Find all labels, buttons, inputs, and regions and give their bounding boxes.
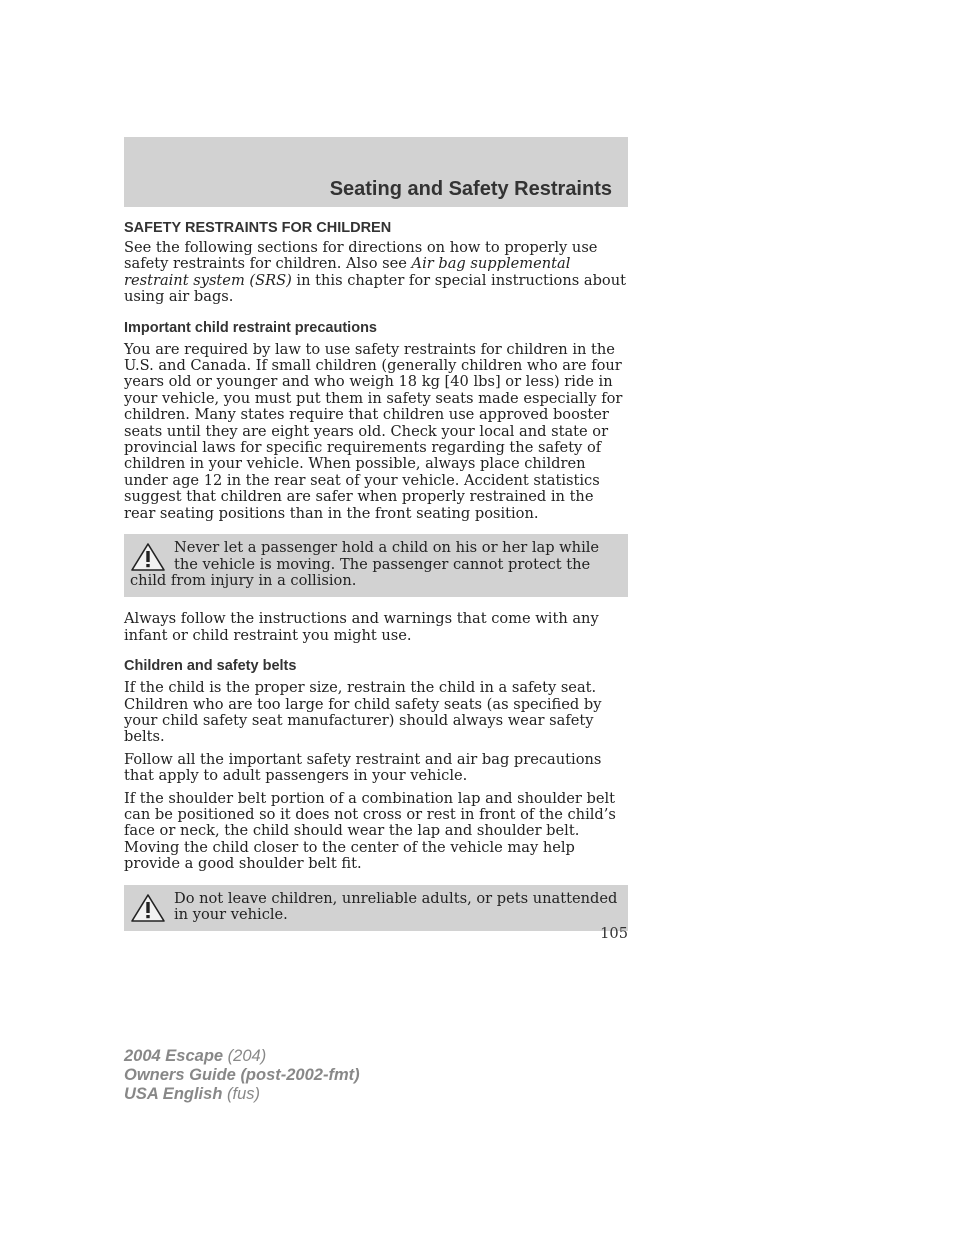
warning-text-unattended: Do not leave children, unreliable adults, or pets unattended in your vehicle.: [174, 889, 618, 923]
intro-paragraph: [124, 240, 628, 306]
belts-heading: Children and safety belts: [124, 658, 297, 675]
footer-language: USA English: [124, 1085, 223, 1103]
warning-box-lap: [124, 534, 628, 597]
footer-language-code: (fus): [222, 1085, 260, 1103]
footer-line-3: [124, 1085, 360, 1104]
footer-line-2: Owners Guide (post-2002-fmt): [124, 1066, 360, 1084]
section-heading: SAFETY RESTRAINTS FOR CHILDREN: [124, 220, 392, 236]
page-number: 105: [600, 925, 628, 942]
intro-text-2: in this chapter for special instructions about using air bags.: [124, 271, 626, 306]
belts-paragraph-2: Follow all the important safety restraint and air bag precautions that apply to adult passengers in your vehicle.: [124, 750, 602, 785]
precautions-paragraph: You are required by law to use safety restraints for children in the U.S. and Canada. If small children (generally children who are four years old or younger and who weigh 18 kg [40 lbs] or less) ride in your vehicle, you must put them in safety seats made especially for children. Many states require that children use approved booster seats until they are eight years old. Check your local and state or provincial laws for specific requirements regarding the safety of children in your vehicle. When possible, always place children under age 12 in the rear seat of your vehicle. Accident statistics suggest that children are safer when properly restrained in the rear seating positions than in the front seating position.: [124, 340, 623, 522]
footer-line-1: [124, 1047, 360, 1066]
warning-triangle-icon: [130, 542, 166, 572]
follow-paragraph: Always follow the instructions and warnings that come with any infant or child restraint you might use.: [124, 610, 599, 644]
document-footer: [124, 1047, 360, 1104]
intro-reference-link: Air bag supplemental restraint system (SRS): [124, 255, 571, 289]
section-header-band: [124, 137, 628, 207]
footer-model-code: (204): [223, 1047, 267, 1065]
page-content: [124, 220, 628, 945]
footer-model: 2004 Escape: [124, 1047, 224, 1065]
warning-text-lap: Never let a passenger hold a child on his or her lap while the vehicle is moving. The passenger cannot protect the child from injury in a collision.: [130, 539, 600, 589]
section-title: Seating and Safety Restraints: [329, 178, 612, 200]
intro-text-1: See the following sections for directions on how to properly use safety restraints for children. Also see: [124, 239, 598, 273]
belts-paragraph-3: If the shoulder belt portion of a combination lap and shoulder belt can be positioned so it does not cross or rest in front of the child’s face or neck, the child should wear the lap and shoulder belt. Moving the child closer to the center of the vehicle may help provide a good shoulder belt fit.: [124, 789, 616, 873]
belts-paragraph-1: If the child is the proper size, restrain the child in a safety seat. Children who are too large for child safety seats (as specified by your child safety seat manufacturer) should always wear safety belts.: [124, 679, 602, 746]
warning-triangle-icon: [130, 893, 166, 923]
precautions-heading: Important child restraint precautions: [124, 319, 377, 336]
